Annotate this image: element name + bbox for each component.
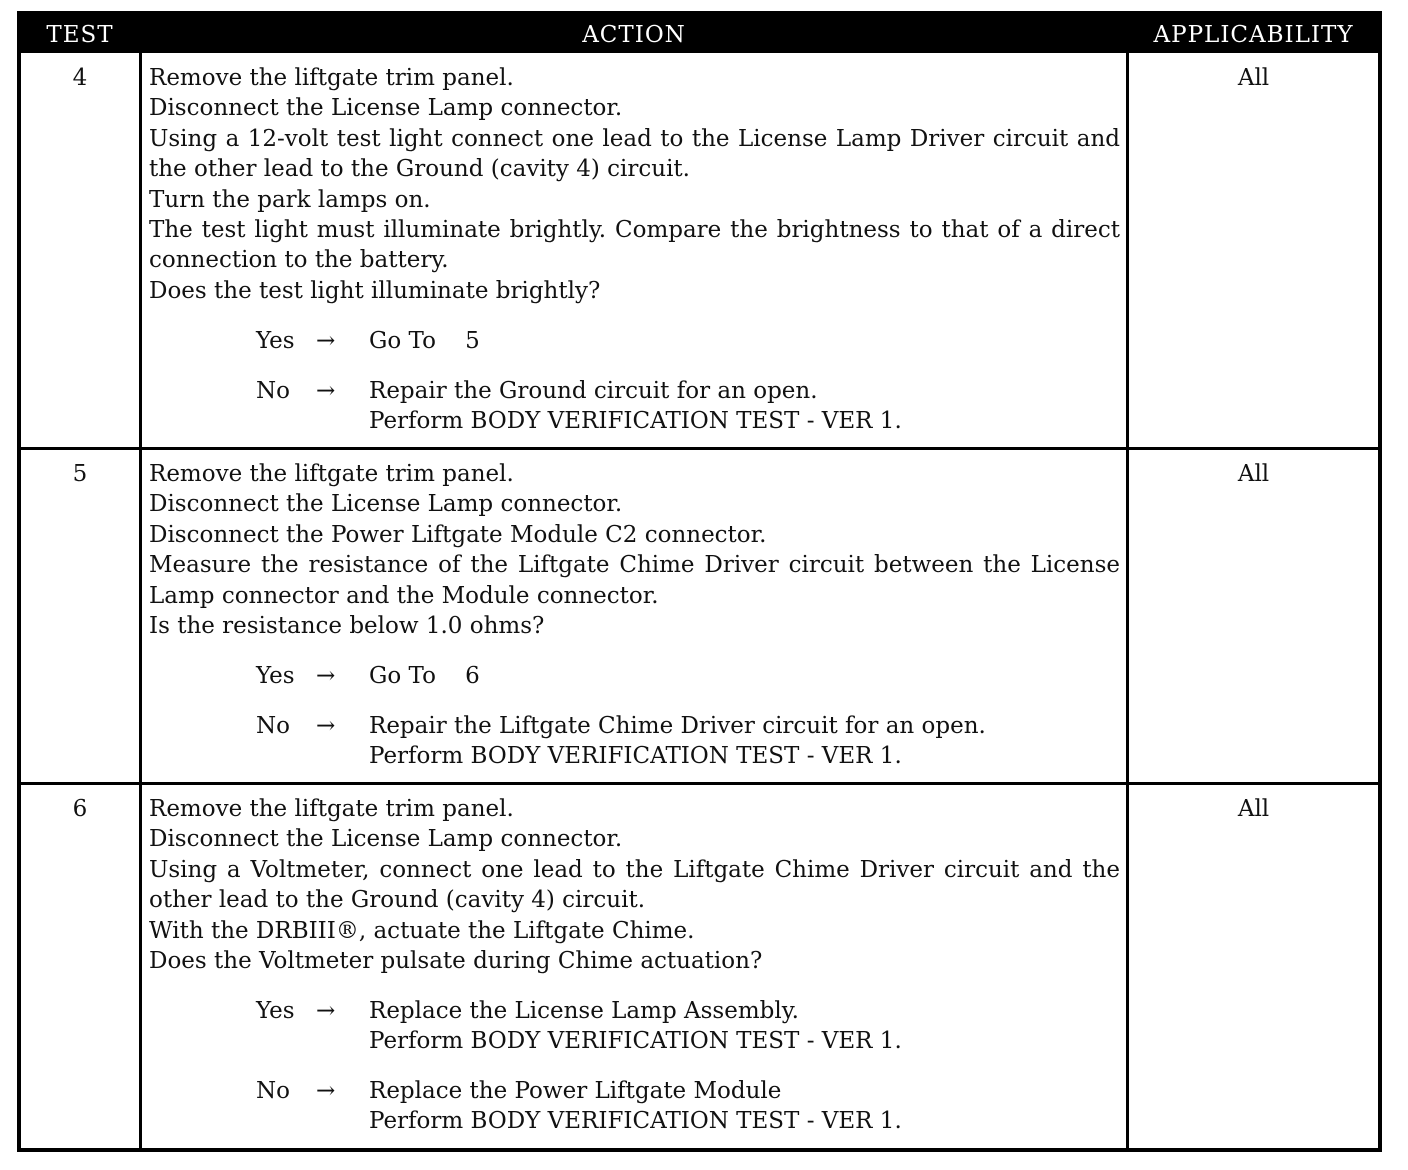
yes-result xyxy=(369,996,902,1057)
step: Disconnect the License Lamp connector. xyxy=(149,491,623,518)
no-result xyxy=(369,376,902,437)
arrow-right-icon: → xyxy=(316,378,336,404)
step: Turn the park lamps on. xyxy=(149,186,431,213)
table-row xyxy=(21,53,1378,447)
applicability: All xyxy=(1237,461,1270,487)
yes-label: Yes xyxy=(256,998,295,1024)
step: Is the resistance below 1.0 ohms? xyxy=(149,613,545,640)
arrow-right-icon: → xyxy=(316,1078,336,1104)
result-line: Replace the Power Liftgate Module xyxy=(369,1078,782,1104)
header-test: TEST xyxy=(46,22,114,48)
step: With the DRBIII®, actuate the Liftgate Chime. xyxy=(149,917,695,944)
result-line: Perform BODY VERIFICATION TEST - VER 1. xyxy=(369,1028,902,1055)
header-action: ACTION xyxy=(582,22,686,48)
result-line: Repair the Ground circuit for an open. xyxy=(369,378,818,404)
step: Using a 12-volt test light connect one lead to the License Lamp Driver circuit and the other lead to the Ground (cavity 4) circuit. xyxy=(149,125,1120,183)
step: Measure the resistance of the Liftgate Chime Driver circuit between the License Lamp connector and the Module connector. xyxy=(149,552,1120,609)
table-row xyxy=(21,450,1378,782)
result-line: Replace the License Lamp Assembly. xyxy=(369,998,799,1024)
result-line: Perform BODY VERIFICATION TEST - VER 1. xyxy=(369,408,902,435)
no-label: No xyxy=(256,713,290,739)
yes-label: Yes xyxy=(256,663,295,689)
diagnostic-table xyxy=(17,11,1382,1152)
test-number: 5 xyxy=(72,461,88,487)
step: Does the Voltmeter pulsate during Chime actuation? xyxy=(149,948,763,975)
yes-label: Yes xyxy=(256,328,295,354)
table-row xyxy=(21,785,1378,1148)
result-line: Perform BODY VERIFICATION TEST - VER 1. xyxy=(369,1108,902,1135)
yes-result xyxy=(369,661,480,691)
table-header xyxy=(21,15,1378,53)
step: Disconnect the License Lamp connector. xyxy=(149,95,623,122)
result-line: Go To 5 xyxy=(369,328,480,354)
test-number: 6 xyxy=(72,796,88,822)
arrow-right-icon: → xyxy=(316,713,336,739)
test-number: 4 xyxy=(72,65,88,91)
result-line: Go To 6 xyxy=(369,663,480,689)
action-steps xyxy=(149,794,1120,976)
action-steps xyxy=(149,459,1120,641)
step: The test light must illuminate brightly. Compare the brightness to that of a direct connection to the battery. xyxy=(149,217,1120,274)
arrow-right-icon: → xyxy=(316,663,336,689)
result-line: Perform BODY VERIFICATION TEST - VER 1. xyxy=(369,743,902,770)
step: Using a Voltmeter, connect one lead to the Liftgate Chime Driver circuit and the other lead to the Ground (cavity 4) circuit. xyxy=(149,856,1120,914)
no-label: No xyxy=(256,1078,290,1104)
step: Remove the liftgate trim panel. xyxy=(149,796,514,822)
step: Does the test light illuminate brightly? xyxy=(149,277,601,304)
no-result xyxy=(369,1076,902,1137)
applicability: All xyxy=(1237,796,1270,822)
header-applicability: APPLICABILITY xyxy=(1153,22,1354,48)
no-label: No xyxy=(256,378,290,404)
step: Disconnect the Power Liftgate Module C2 connector. xyxy=(149,521,767,548)
step: Remove the liftgate trim panel. xyxy=(149,461,514,487)
arrow-right-icon: → xyxy=(316,328,336,354)
yes-result xyxy=(369,326,480,356)
step: Disconnect the License Lamp connector. xyxy=(149,826,623,853)
applicability: All xyxy=(1237,65,1270,91)
action-steps xyxy=(149,63,1120,306)
step: Remove the liftgate trim panel. xyxy=(149,65,514,91)
no-result xyxy=(369,711,986,772)
result-line: Repair the Liftgate Chime Driver circuit for an open. xyxy=(369,713,986,739)
arrow-right-icon: → xyxy=(316,998,336,1024)
